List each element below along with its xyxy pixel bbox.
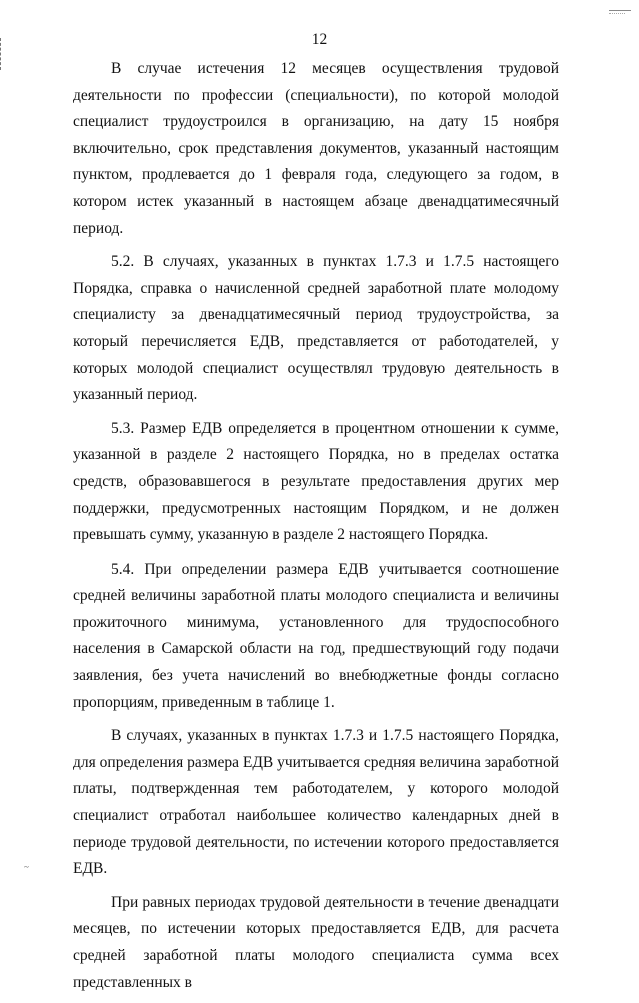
paragraph-average-salary: В случаях, указанных в пунктах 1.7.3 и 1.7.5 настоящего Порядка, для определения размера ЕДВ учитывается средняя величина заработной платы, подтвержденная тем работодателем, у которого молодой специалист отработал наибольшее количество календарных дней в периоде трудовой деятельности, по истечении которого предоставляется ЕДВ. <box>73 727 559 878</box>
document-body <box>73 56 559 1003</box>
scan-artifact: ~ <box>24 862 29 872</box>
scan-edge-mark <box>609 10 631 11</box>
paragraph-5-4: 5.4. При определении размера ЕДВ учитывается соотношение средней величины заработной платы молодого специалиста и величины прожиточного минимума, установленного для трудоспособного населения в Самарской области на год, предшествующий году подачи заявления, без учета начислений во внебюджетные фонды согласно пропорциям, приведенным в таблице 1. <box>73 560 559 711</box>
paragraph-5-3: 5.3. Размер ЕДВ определяется в процентном отношении к сумме, указанной в разделе 2 настоящего Порядка, но в пределах остатка средств, образовавшегося в результате предоставления других мер поддержки, предусмотренных настоящим Порядком, и не должен превышать сумму, указанную в разделе 2 настоящего Порядка. <box>73 419 559 544</box>
paragraph-5-2: 5.2. В случаях, указанных в пунктах 1.7.3 и 1.7.5 настоящего Порядка, справка о начисленной средней заработной плате молодому специалисту за двенадцатимесячный период трудоустройства, за который перечисляется ЕДВ, представляется от работодателей, у которых молодой специалист осуществлял трудовую деятельность в указанный период. <box>73 253 559 404</box>
scan-edge-mark <box>609 13 625 14</box>
paragraph-equal-periods: При равных периодах трудовой деятельности в течение двенадцати месяцев, по истечении которых предоставляется ЕДВ, для расчета средней заработной платы молодого специалиста сумма всех представленных в <box>73 893 559 991</box>
paragraph-extension-deadline: В случае истечения 12 месяцев осуществления трудовой деятельности по профессии (специальности), по которой молодой специалист трудоустроился в организацию, на дату 15 ноября включительно, срок представления документов, указанный настоящим пунктом, продлевается до 1 февраля года, следующего за годом, в котором истек указанный в настоящем абзаце двенадцатимесячный период. <box>73 60 559 237</box>
page-number: 12 <box>311 31 328 48</box>
